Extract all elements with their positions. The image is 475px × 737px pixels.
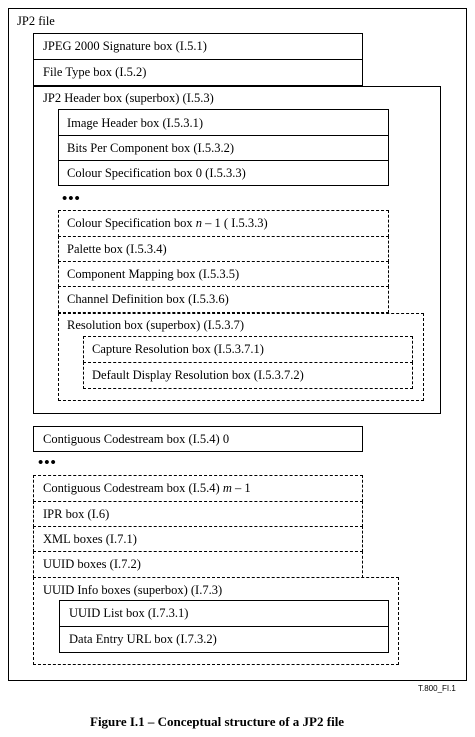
codestream-ellipsis: ••• [38,455,57,471]
colour-spec-n-italic: n [195,216,203,230]
ipr-label: IPR box (I.6) [43,507,110,521]
uuid-label: UUID boxes (I.7.2) [43,557,141,571]
channel-definition-label: Channel Definition box (I.5.3.6) [67,292,229,306]
figure-caption: Figure I.1 – Conceptual structure of a JP2 file [90,714,345,729]
capture-resolution-label: Capture Resolution box (I.5.3.7.1) [92,342,264,356]
xml-label: XML boxes (I.7.1) [43,532,137,546]
codestream-m-label: Contiguous Codestream box (I.5.4) m – 1 [43,481,251,495]
default-display-resolution-label: Default Display Resolution box (I.5.3.7.2) [92,368,304,382]
colour-spec-n-label: Colour Specification box n – 1 ( I.5.3.3) [67,216,268,230]
jp2-header-label: JP2 Header box (superbox) (I.5.3) [43,91,214,105]
signature-box-label: JPEG 2000 Signature box (I.5.1) [43,39,207,53]
colour-spec-0-label: Colour Specification box 0 (I.5.3.3) [67,166,246,180]
header-ellipsis: ••• [62,191,81,207]
figure-code: T.800_FI.1 [418,684,456,693]
codestream-m-italic: m [222,481,232,495]
file-type-box-label: File Type box (I.5.2) [43,65,147,79]
uuid-info-label: UUID Info boxes (superbox) (I.7.3) [43,583,223,597]
bits-per-component-label: Bits Per Component box (I.5.3.2) [67,141,235,155]
codestream-0-label: Contiguous Codestream box (I.5.4) 0 [43,432,230,446]
component-mapping-label: Component Mapping box (I.5.3.5) [67,267,240,281]
data-entry-url-label: Data Entry URL box (I.7.3.2) [69,632,217,646]
image-header-label: Image Header box (I.5.3.1) [67,116,204,130]
jp2-file-label: JP2 file [17,14,55,28]
uuid-list-label: UUID List box (I.7.3.1) [69,606,189,620]
resolution-label: Resolution box (superbox) (I.5.3.7) [67,318,245,332]
palette-label: Palette box (I.5.3.4) [67,242,167,256]
